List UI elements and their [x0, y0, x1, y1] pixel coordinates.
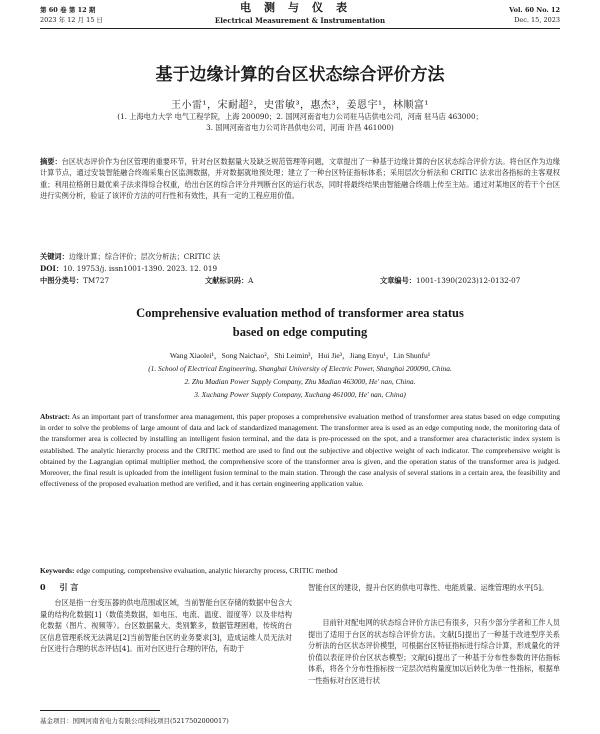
abstract-en-label: Abstract: — [40, 412, 70, 421]
keywords-en-label: Keywords: — [40, 566, 75, 575]
journal-name-en: Electrical Measurement & Instrumentation — [214, 16, 386, 25]
intro-paragraph-left: 台区是指一台变压器的供电范围或区域，当前智能台区存储的数据中包含大量的结构化数据[1]（数值类数据，如电压、电流、温度、湿度等）以及非结构化数据（图片、视频等）。台区数据量大、类别繁多，数据管理困难，传统的台区信息管理系统无法满足[2]当前智能台区的业务要求[3]，造成运维人员无法对台区进行合理的状态评估[4]。而对台区进行合理的评估，有助于 — [40, 598, 292, 653]
section-title: 引 言 — [59, 582, 79, 592]
abstract-cn-text: 台区状态评价作为台区管理的重要环节，针对台区数据量大及缺乏规范管理等问题，文章提出了一种基于边缘计算的台区状态综合评价方法。将台区作为边缘计算节点，通过安装智能融合终端采集台区监测数据，并对数据就地预处理；建立了一种台区特征指标体系；采用层次分析法和 CRITIC 法求出各指标的主客观权重；利用拉格朗日最优乘子法求得综合权重，给出台区的综合评分并判断台区的运行状态，同时将最终结果由智能融合终端上传至主站。通过对某地区的若干个台区进行实例分析，验证了该评价方法的可行性和有效性，具有一定的工程应用价值。 — [40, 157, 560, 201]
paper-title-en-line2: based on edge computing — [232, 325, 368, 339]
section-number: 0 — [40, 582, 46, 592]
intro-paragraph-right-2: 目前针对配电网的状态综合评价方法已有很多，只有少部分学者和工作人员提出了适用于台区的状态综合评价方法。文献[5]提出了一种基于改进型序关系分析法的台区状态评价模型，可根据台区特征指标进行综合计算，形成量化的评价值以表征评价台区状态模型；文献[6]提出了一种基于分布性参数的评估指标体系，将各个分布性指标按一定层次结构量度加以后转化为单一性指标，根据单一性指标对台区进行状 — [308, 618, 560, 685]
volume-issue: 第 60 卷 第 12 期 — [40, 6, 96, 14]
clc-number — [40, 276, 109, 286]
doc-code-label: 文献标识码： — [205, 276, 249, 285]
doi-label: DOI： — [40, 264, 64, 273]
authors-en: Wang Xiaolei¹，Song Naichao²，Shi Leimin³，Hui Jie³，Jiang Enyu¹，Lin Shunfu¹ — [169, 351, 431, 360]
affiliation-en-3: 3. Xuchang Power Supply Company, Xuchang 461000, He' nan, China) — [194, 390, 406, 399]
publish-date-cn: 2023 年 12 月 15 日 — [40, 16, 103, 24]
journal-name-cn: 电测与仪表 — [240, 1, 360, 14]
document-code — [205, 276, 253, 286]
article-number-label: 文章编号： — [380, 276, 416, 285]
doi — [40, 264, 217, 274]
authors-cn: 王小雷¹，宋耐超²，史雷敏³，惠杰³，姜恩宇¹，林顺富¹ — [170, 100, 430, 111]
section-heading-introduction — [40, 582, 78, 593]
doc-code-value: A — [248, 276, 254, 285]
clc-value: TM727 — [83, 276, 110, 285]
article-number — [380, 276, 520, 286]
keywords-cn — [40, 252, 220, 262]
clc-label: 中图分类号： — [40, 276, 84, 285]
intro-paragraph-right-1: 智能台区的建设，提升台区的供电可靠性、电能质量、运维管理的水平[5]。 — [308, 583, 549, 592]
keywords-cn-text: 边缘计算；综合评价；层次分析法；CRITIC 法 — [68, 252, 221, 261]
volume-issue-en: Vol. 60 No. 12 — [509, 6, 560, 14]
abstract-en — [40, 411, 560, 489]
keywords-en-text: edge computing, comprehensive evaluation, analytic hierarchy process, CRITIC method — [76, 566, 338, 575]
keywords-en — [40, 565, 560, 576]
paper-title-cn: 基于边缘计算的台区状态综合评价方法 — [155, 65, 445, 85]
doi-text: 10. 19753/j. issn1001-1390. 2023. 12. 019 — [63, 264, 218, 273]
affiliation-en-2: 2. Zhu Madian Power Supply Company, Zhu Madian 463000, He' nan, China. — [184, 377, 416, 386]
abstract-en-text: As an important part of transformer area management, this paper proposes a comprehensive evaluation method of transformer area status based on edge computing in order to solve the problems of large amount of data and lack of standardized management. The transformer area is used as an edge computing node, the monitoring data of the transformer area is collected by installing an intelligent fusion terminal, and the data is pre-processed on the spot, and a transformer area characteristic index system is established. The analytic hierarchy process and the CRITIC method are used to find out the subjective and objective weight of each indicator. The comprehensive weight is obtained by the Lagrangian optimal multiplier method, the comprehensive score of the transformer area is given, and the operation status of the transformer area is judged. Moreover, the final result is uploaded from the intelligent fusion terminal to the main station. Through the case analysis of several stations in a certain area, the feasibility and effectiveness of the proposed evaluation method are verified, and it has certain engineering application value. — [40, 412, 561, 489]
publish-date-en: Dec. 15, 2023 — [514, 16, 560, 24]
footnote-rule — [40, 710, 160, 711]
affiliation-en-1: (1. School of Electrical Engineering, Shanghai University of Electric Power, Shanghai 200090, China. — [148, 364, 452, 373]
funding-note: 基金项目：国网河南省电力有限公司科技项目(5217502000017) — [40, 717, 229, 725]
keywords-cn-label: 关键词： — [40, 252, 69, 261]
article-number-value: 1001-1390(2023)12-0132-07 — [415, 276, 521, 285]
paper-title-en-line1: Comprehensive evaluation method of transformer area status — [136, 306, 464, 320]
header-rule — [40, 28, 560, 29]
abstract-cn — [40, 156, 560, 202]
abstract-cn-label: 摘要： — [40, 157, 62, 166]
affiliation-cn-1: (1. 上海电力大学 电气工程学院，上海 200090；2. 国网河南省电力公司驻马店供电公司，河南 驻马店 463000； — [117, 112, 483, 121]
affiliation-cn-2: 3. 国网河南省电力公司许昌供电公司，河南 许昌 461000) — [206, 123, 394, 132]
